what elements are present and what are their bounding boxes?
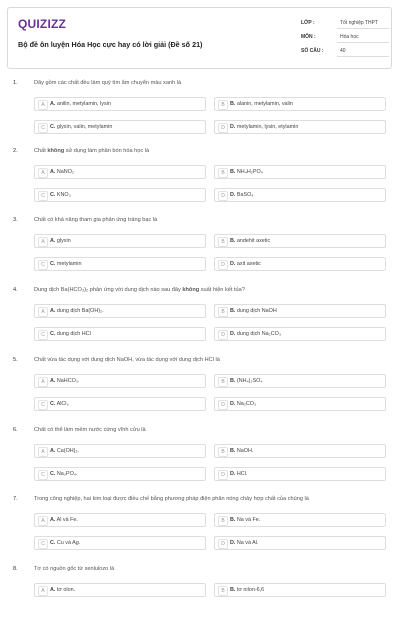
option-text: A. dung dịch Ba(OH)₂. (50, 307, 104, 314)
option-text: D. Na và Al. (230, 539, 259, 546)
option-text: B. alanin, metylamin, valin (230, 100, 293, 107)
meta-row-subject (301, 31, 389, 45)
question-block (0, 148, 400, 208)
answer-option-b[interactable] (214, 165, 386, 179)
question-number: 6. (13, 427, 18, 433)
answer-option-b[interactable] (214, 583, 386, 597)
option-text: A. anilin, metylamin, lysin (50, 100, 111, 107)
question-number: 1. (13, 80, 18, 86)
option-text: C. dung dịch HCl (50, 330, 91, 337)
question-block (0, 80, 400, 140)
option-text: D. Na₂CO₃ (230, 400, 257, 407)
meta-row-class (301, 17, 389, 31)
question-number: 8. (13, 566, 18, 572)
option-text: B. NH₄H₂PO₄ (230, 168, 263, 175)
option-letter-box: C (38, 260, 48, 270)
option-letter-box: D (218, 260, 228, 270)
question-block (0, 496, 400, 556)
question-text-part: Chất (34, 148, 48, 154)
option-text: C. metylamin (50, 260, 82, 267)
worksheet-title: Bộ đề ôn luyện Hóa Học cực hay có lời giải (Đề số 21) (18, 40, 203, 49)
meta-value: Tốt nghiệp THPT (337, 18, 389, 29)
option-text: B. andehit axetic (230, 237, 271, 244)
question-block (0, 566, 400, 626)
meta-label: SỐ CÂU : (301, 48, 324, 54)
meta-row-question-count (301, 45, 389, 59)
option-letter-box: A (38, 168, 48, 178)
option-letter-box: C (38, 470, 48, 480)
option-letter-box: A (38, 377, 48, 387)
answer-option-a[interactable] (34, 304, 206, 318)
question-number: 3. (13, 217, 18, 223)
question-text-part: không (47, 148, 65, 154)
question-text: Dãy gồm các chất đều làm quỳ tím ẩm chuyển màu xanh là (34, 80, 182, 86)
option-text: C. Cu và Ag. (50, 539, 81, 546)
question-text: Trong công nghiệp, hai kim loại được điều chế bằng phương pháp điện phân nóng chảy hợp chất của chúng là (34, 496, 309, 502)
meta-label: MÔN : (301, 34, 316, 40)
question-number: 5. (13, 357, 18, 363)
question-text: Chất vừa tác dụng với dung dịch NaOH, vừa tác dụng với dung dịch HCl là (34, 357, 220, 363)
answer-option-d[interactable] (214, 188, 386, 202)
option-text: D. axit axetic (230, 260, 261, 267)
answer-option-b[interactable] (214, 304, 386, 318)
option-text: D. BaSO₄ (230, 191, 254, 198)
question-text-part: không (182, 287, 200, 293)
option-text: D. metylamin, lysin, etylamin (230, 123, 299, 130)
option-letter-box: B (218, 516, 228, 526)
option-text: C. Na₃PO₄. (50, 470, 78, 477)
answer-option-c[interactable] (34, 327, 206, 341)
worksheet-header (7, 7, 392, 69)
answer-option-d[interactable] (214, 397, 386, 411)
answer-option-a[interactable] (34, 165, 206, 179)
option-letter-box: C (38, 191, 48, 201)
meta-value: Hóa học (337, 32, 389, 43)
option-text: A. tơ olon. (50, 586, 76, 593)
question-number: 7. (13, 496, 18, 502)
answer-option-c[interactable] (34, 536, 206, 550)
answer-option-a[interactable] (34, 513, 206, 527)
question-block (0, 217, 400, 277)
option-text: B. tơ nilon-6,6 (230, 586, 265, 593)
answer-option-a[interactable] (34, 97, 206, 111)
option-letter-box: B (218, 377, 228, 387)
option-text: B. (NH₄)₂SO₄ (230, 377, 263, 384)
answer-option-b[interactable] (214, 513, 386, 527)
question-block (0, 427, 400, 487)
answer-option-c[interactable] (34, 467, 206, 481)
option-letter-box: D (218, 123, 228, 133)
option-letter-box: A (38, 237, 48, 247)
question-text: Tơ có nguồn gốc từ xenlulozo là (34, 566, 115, 572)
answer-option-c[interactable] (34, 257, 206, 271)
option-text: A. Al và Fe. (50, 516, 78, 523)
answer-option-d[interactable] (214, 536, 386, 550)
option-letter-box: B (218, 168, 228, 178)
question-text (34, 287, 245, 293)
answer-option-a[interactable] (34, 444, 206, 458)
option-letter-box: B (218, 307, 228, 317)
answer-option-b[interactable] (214, 234, 386, 248)
answer-option-d[interactable] (214, 327, 386, 341)
option-letter-box: C (38, 330, 48, 340)
question-number: 4. (13, 287, 18, 293)
worksheet-meta (301, 17, 389, 59)
option-text: A. NaNO₂ (50, 168, 74, 175)
option-text: C. KNO₃ (50, 191, 71, 198)
option-letter-box: D (218, 539, 228, 549)
option-letter-box: C (38, 123, 48, 133)
option-letter-box: A (38, 516, 48, 526)
option-letter-box: D (218, 470, 228, 480)
answer-option-d[interactable] (214, 120, 386, 134)
option-text: C. AlCl₃ (50, 400, 69, 407)
option-letter-box: D (218, 330, 228, 340)
option-letter-box: A (38, 100, 48, 110)
answer-option-b[interactable] (214, 97, 386, 111)
option-letter-box: C (38, 400, 48, 410)
option-text: A. Ca(OH)₂. (50, 447, 80, 454)
answer-option-a[interactable] (34, 374, 206, 388)
question-number: 2. (13, 148, 18, 154)
quizizz-logo: QUIZIZZ (18, 17, 67, 31)
option-letter-box: B (218, 100, 228, 110)
option-text: A. NaHCO₃. (50, 377, 80, 384)
answer-option-c[interactable] (34, 397, 206, 411)
question-text: Chất có khả năng tham gia phản ứng tráng bạc là (34, 217, 158, 223)
option-text: A. glyxin (50, 237, 71, 244)
answer-option-d[interactable] (214, 257, 386, 271)
question-text-part: sử dụng làm phân bón hóa học là (64, 148, 150, 154)
option-letter-box: B (218, 586, 228, 596)
answer-option-b[interactable] (214, 374, 386, 388)
option-text: B. dung dịch NaOH (230, 307, 277, 314)
option-letter-box: A (38, 586, 48, 596)
meta-value: 40 (337, 46, 389, 57)
question-block (0, 287, 400, 347)
answer-option-b[interactable] (214, 444, 386, 458)
question-text: Chất có thể làm mềm nước cứng vĩnh cửu là (34, 427, 146, 433)
question-text (34, 148, 149, 154)
answer-option-c[interactable] (34, 120, 206, 134)
option-letter-box: C (38, 539, 48, 549)
answer-option-d[interactable] (214, 467, 386, 481)
option-text: D. HCl. (230, 470, 248, 477)
option-letter-box: B (218, 447, 228, 457)
question-text-part: Dung dịch Ba(HCO₃)₂ phản ứng với dung dịch nào sau đây (34, 287, 183, 293)
option-text: B. NaOH. (230, 447, 254, 454)
option-text: D. dung dịch Na₂CO₃ (230, 330, 282, 337)
option-text: C. glyxin, valin, metylamin (50, 123, 113, 130)
question-block (0, 357, 400, 417)
answer-option-a[interactable] (34, 583, 206, 597)
option-letter-box: A (38, 307, 48, 317)
option-letter-box: A (38, 447, 48, 457)
meta-label: LỚP : (301, 20, 315, 26)
option-text: B. Na và Fe. (230, 516, 261, 523)
answer-option-c[interactable] (34, 188, 206, 202)
option-letter-box: D (218, 400, 228, 410)
option-letter-box: D (218, 191, 228, 201)
question-text-part: xuất hiện kết tủa? (199, 287, 245, 293)
answer-option-a[interactable] (34, 234, 206, 248)
option-letter-box: B (218, 237, 228, 247)
